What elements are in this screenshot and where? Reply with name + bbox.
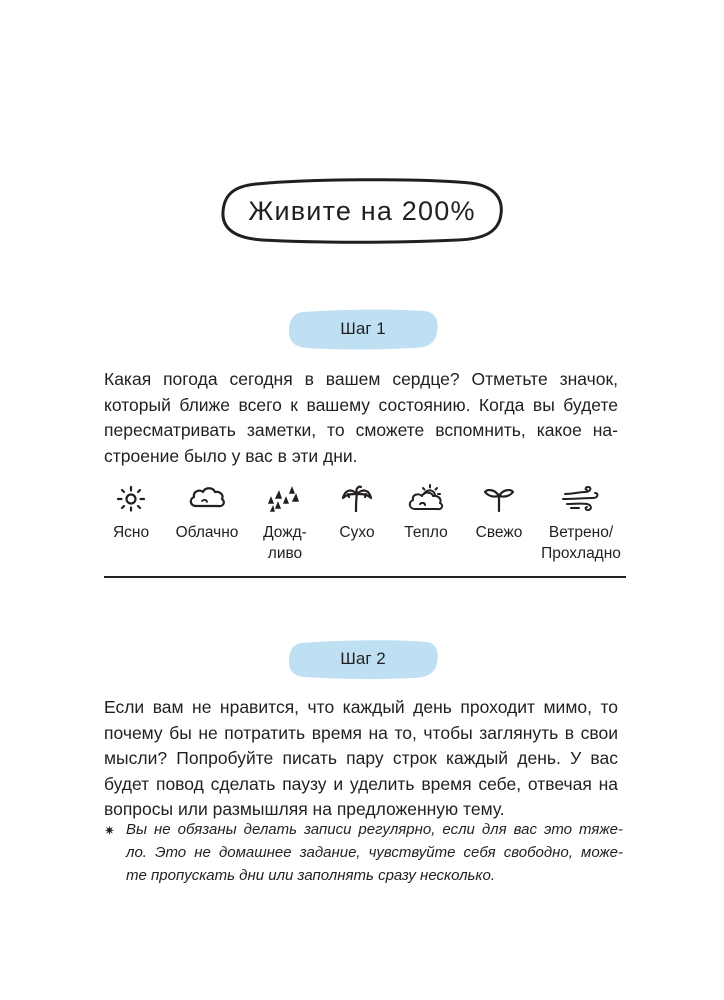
weather-label: Ясно bbox=[112, 524, 150, 541]
wind-icon bbox=[561, 484, 601, 512]
text-line: вопросы или размышляя на предложенную тему. bbox=[104, 799, 505, 819]
note-line: те пропускать дни или заполнять сразу несколько. bbox=[126, 867, 496, 884]
divider-line bbox=[104, 576, 626, 578]
weather-option-warm[interactable] bbox=[396, 484, 456, 543]
weather-label: Тепло bbox=[404, 524, 448, 541]
note-line: ло. Это не домашнее задание, чувствуйте себя свободно, може- bbox=[126, 844, 623, 861]
asterisk-icon: ✷ bbox=[104, 823, 115, 838]
text-line: почему бы не потратить время на то, чтобы заглянуть в свои bbox=[104, 722, 618, 743]
weather-option-clear[interactable] bbox=[104, 484, 158, 543]
text-line: мысли? Попробуйте писать пару строк каждый день. У вас bbox=[104, 748, 618, 768]
text-line: строение было у вас в эти дни. bbox=[104, 445, 358, 466]
text-line: который ближе всего к вашему состоянию. Когда вы будете bbox=[104, 394, 618, 415]
sun-icon bbox=[113, 484, 149, 512]
text-line: Если вам не нравится, что каждый день проходит мимо, то bbox=[104, 697, 618, 717]
weather-option-dry[interactable] bbox=[330, 484, 384, 543]
step-2-badge bbox=[287, 638, 439, 680]
palm-tree-icon bbox=[339, 484, 375, 512]
weather-label: Ветрено/ Прохладно bbox=[541, 524, 621, 562]
weather-label: Облачно bbox=[175, 524, 239, 541]
weather-option-cloudy[interactable] bbox=[166, 484, 248, 543]
weather-options bbox=[104, 484, 621, 574]
text-line: пересматривать заметки, то сможете вспомнить, какое на- bbox=[104, 420, 618, 440]
weather-label: Сухо bbox=[339, 524, 375, 541]
title-capsule bbox=[218, 176, 506, 246]
page-title: Живите на 200% bbox=[248, 195, 476, 226]
sprout-icon bbox=[481, 484, 517, 512]
step-2-text bbox=[104, 695, 618, 823]
text-line: будет повод сделать паузу и уделить время себе, отвечая на bbox=[104, 773, 618, 794]
weather-option-fresh[interactable] bbox=[468, 484, 530, 543]
text-line: Какая погода сегодня в вашем сердце? Отметьте значок, bbox=[104, 369, 618, 389]
weather-label: Свежо bbox=[475, 524, 523, 541]
cloud-icon bbox=[187, 484, 227, 512]
step-1-badge bbox=[287, 308, 439, 350]
sun-behind-cloud-icon bbox=[406, 484, 446, 512]
step-1-label: Шаг 1 bbox=[340, 319, 386, 338]
weather-label: Дожд- ливо bbox=[263, 524, 307, 562]
step-1-text bbox=[104, 367, 618, 469]
step-2-label: Шаг 2 bbox=[340, 649, 386, 668]
weather-option-rainy[interactable] bbox=[254, 484, 316, 564]
weather-option-windy[interactable] bbox=[536, 484, 626, 564]
rain-icon bbox=[265, 484, 305, 512]
note-line: Вы не обязаны делать записи регулярно, если для вас это тяже- bbox=[126, 821, 623, 838]
